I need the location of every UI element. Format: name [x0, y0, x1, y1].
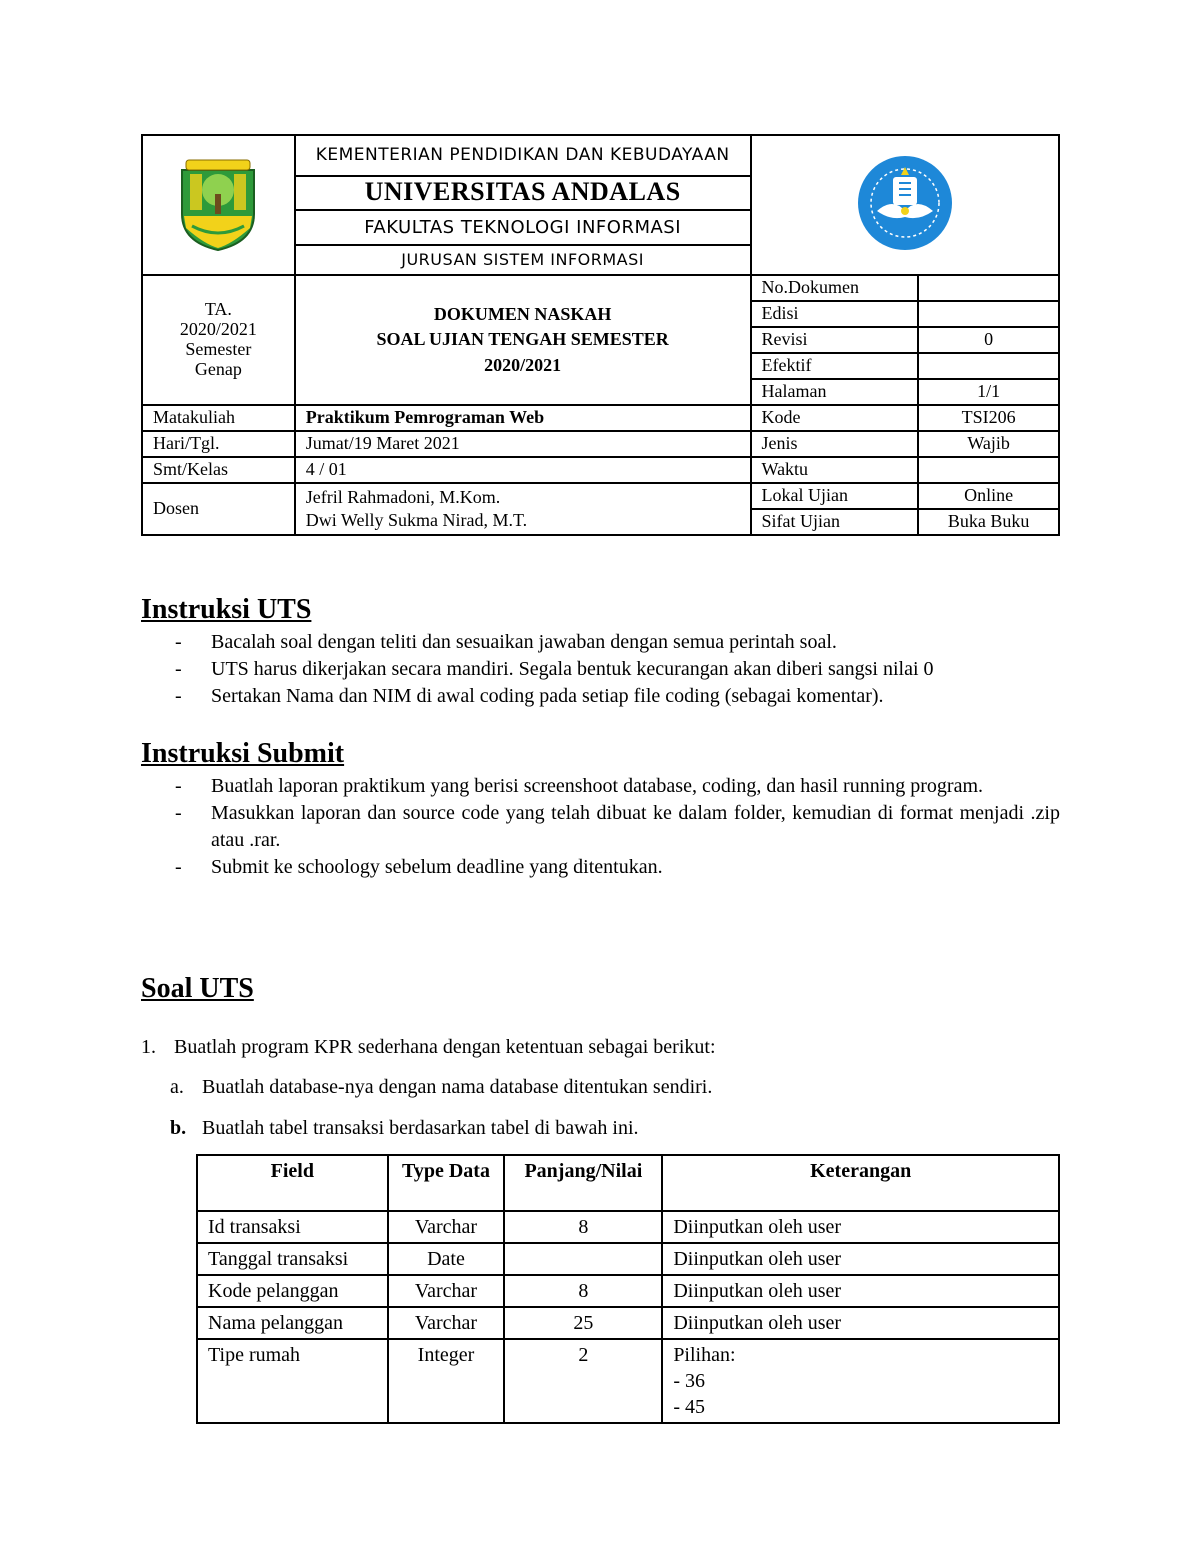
keterangan-cell: Diinputkan oleh user	[662, 1243, 1059, 1275]
length-cell: 2	[504, 1339, 662, 1423]
type-cell: Varchar	[388, 1307, 505, 1339]
field-cell: Nama pelanggan	[197, 1307, 388, 1339]
dosen-name-1: Jefril Rahmadoni, M.Kom.	[305, 486, 501, 507]
doc-title-line-3: 2020/2021	[484, 354, 562, 375]
instruksi-submit-list	[141, 773, 1060, 881]
question-text: Buatlah database-nya dengan nama database ditentukan sendiri.	[202, 1076, 713, 1098]
ta-label: TA.	[204, 299, 232, 320]
ministry-name: KEMENTERIAN PENDIDIKAN DAN KEBUDAYAAN	[295, 135, 751, 176]
right-logo-cell	[751, 135, 1059, 275]
lokal-label: Lokal Ujian	[751, 483, 919, 509]
question-1b	[170, 1117, 639, 1140]
dosen-name-2: Dwi Welly Sukma Nirad, M.T.	[305, 510, 528, 530]
type-cell: Date	[388, 1243, 505, 1275]
smt-value: 4 / 01	[295, 457, 751, 483]
hari-value: Jumat/19 Maret 2021	[295, 431, 751, 457]
table-row	[197, 1307, 1059, 1339]
list-item: - Sertakan Nama dan NIM di awal coding pada setiap file coding (sebagai komentar).	[141, 683, 1060, 710]
table-row	[197, 1243, 1059, 1275]
instruksi-uts-list	[141, 629, 1060, 710]
type-cell: Varchar	[388, 1275, 505, 1307]
table-row	[197, 1211, 1059, 1243]
question-1	[141, 1036, 716, 1059]
faculty-name: FAKULTAS TEKNOLOGI INFORMASI	[295, 210, 751, 246]
soal-uts-heading: Soal UTS	[141, 973, 254, 1004]
column-header: Keterangan	[662, 1155, 1059, 1211]
keterangan-cell	[662, 1339, 1059, 1423]
document-header-table	[141, 134, 1060, 536]
length-cell	[504, 1243, 662, 1275]
list-item: - UTS harus dikerjakan secara mandiri. Segala bentuk kecurangan akan diberi sangsi nilai 0	[141, 656, 1060, 683]
type-cell: Integer	[388, 1339, 505, 1423]
option-item: - 45	[673, 1396, 705, 1418]
question-text: Buatlah program KPR sederhana dengan ketentuan sebagai berikut:	[174, 1036, 716, 1058]
university-name: UNIVERSITAS ANDALAS	[295, 176, 751, 210]
keterangan-cell: Diinputkan oleh user	[662, 1211, 1059, 1243]
type-cell: Varchar	[388, 1211, 505, 1243]
academic-year-cell	[142, 275, 295, 405]
keterangan-text: Pilihan:	[673, 1344, 736, 1366]
ta-year: 2020/2021	[179, 319, 257, 340]
meta-value: 0	[918, 327, 1059, 353]
waktu-value	[918, 457, 1059, 483]
list-item: - Buatlah laporan praktikum yang berisi screenshoot database, coding, dan hasil running program.	[141, 773, 1060, 800]
department-name: JURUSAN SISTEM INFORMASI	[295, 245, 751, 275]
jenis-value: Wajib	[918, 431, 1059, 457]
matakuliah-value: Praktikum Pemrograman Web	[295, 405, 751, 431]
question-text: Buatlah tabel transaksi berdasarkan tabel di bawah ini.	[202, 1117, 639, 1139]
length-cell: 25	[504, 1307, 662, 1339]
keterangan-cell: Diinputkan oleh user	[662, 1275, 1059, 1307]
field-cell: Tipe rumah	[197, 1339, 388, 1423]
meta-value: 1/1	[918, 379, 1059, 405]
list-item: - Submit ke schoology sebelum deadline yang ditentukan.	[141, 854, 1060, 881]
table-row	[197, 1275, 1059, 1307]
doc-title-line-1: DOKUMEN NASKAH	[433, 304, 612, 325]
list-item: - Bacalah soal dengan teliti dan sesuaikan jawaban dengan semua perintah soal.	[141, 629, 1060, 656]
meta-label: Efektif	[751, 353, 919, 379]
meta-value	[918, 301, 1059, 327]
table-row	[197, 1339, 1059, 1423]
meta-label: Edisi	[751, 301, 919, 327]
dosen-label: Dosen	[142, 483, 295, 535]
meta-label: No.Dokumen	[751, 275, 919, 301]
west-sumatra-seal-icon	[172, 154, 264, 252]
question-number: a.	[170, 1076, 184, 1098]
keterangan-cell: Diinputkan oleh user	[662, 1307, 1059, 1339]
column-header: Field	[197, 1155, 388, 1211]
table-header-row	[197, 1155, 1059, 1211]
field-cell: Kode pelanggan	[197, 1275, 388, 1307]
left-logo-cell	[142, 135, 295, 275]
matakuliah-label: Matakuliah	[142, 405, 295, 431]
meta-label: Halaman	[751, 379, 919, 405]
list-item: - Masukkan laporan dan source code yang telah dibuat ke dalam folder, kemudian di format menjadi .zip atau .rar.	[141, 800, 1060, 854]
tut-wuri-handayani-icon	[855, 153, 955, 253]
question-number: b.	[170, 1117, 187, 1139]
field-cell: Id transaksi	[197, 1211, 388, 1243]
column-header: Type Data	[388, 1155, 505, 1211]
jenis-label: Jenis	[751, 431, 919, 457]
sifat-value: Buka Buku	[918, 509, 1059, 535]
semester-value: Genap	[194, 358, 242, 379]
transaksi-field-table	[196, 1154, 1060, 1424]
column-header: Panjang/Nilai	[504, 1155, 662, 1211]
hari-label: Hari/Tgl.	[142, 431, 295, 457]
kode-value: TSI206	[918, 405, 1059, 431]
waktu-label: Waktu	[751, 457, 919, 483]
meta-value	[918, 275, 1059, 301]
document-title-cell	[295, 275, 751, 405]
length-cell: 8	[504, 1211, 662, 1243]
question-number: 1.	[141, 1036, 156, 1058]
sifat-label: Sifat Ujian	[751, 509, 919, 535]
semester-label: Semester	[185, 339, 252, 359]
length-cell: 8	[504, 1275, 662, 1307]
field-cell: Tanggal transaksi	[197, 1243, 388, 1275]
kode-label: Kode	[751, 405, 919, 431]
smt-label: Smt/Kelas	[142, 457, 295, 483]
instruksi-uts-heading: Instruksi UTS	[141, 594, 312, 625]
instruksi-submit-heading: Instruksi Submit	[141, 738, 345, 769]
option-item: - 36	[673, 1370, 705, 1392]
meta-value	[918, 353, 1059, 379]
question-1a	[170, 1076, 712, 1099]
meta-label: Revisi	[751, 327, 919, 353]
doc-title-line-2: SOAL UJIAN TENGAH SEMESTER	[376, 329, 669, 350]
lokal-value: Online	[918, 483, 1059, 509]
dosen-cell	[295, 483, 751, 535]
